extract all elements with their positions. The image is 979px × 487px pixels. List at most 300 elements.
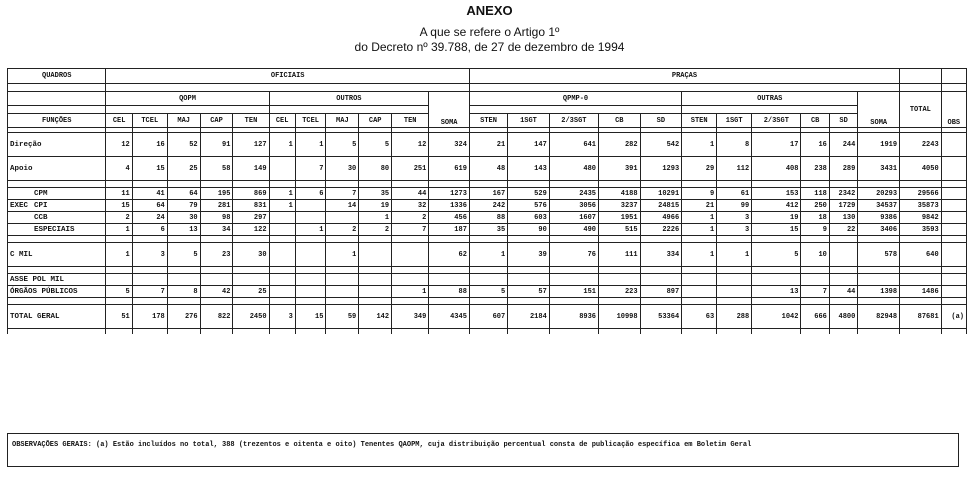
table-cell: 3 — [717, 212, 752, 224]
empty-cell — [8, 236, 106, 243]
outros-header: OUTROS — [269, 92, 429, 106]
table-cell: 15 — [132, 157, 167, 181]
table-cell: 1 — [269, 133, 295, 157]
empty-cell — [200, 298, 233, 305]
table-cell: 3237 — [599, 200, 641, 212]
table-cell: 250 — [801, 200, 829, 212]
table-cell: 127 — [233, 133, 269, 157]
table-row — [8, 133, 967, 157]
empty-cell — [682, 267, 717, 274]
pracas-header: PRAÇAS — [469, 69, 899, 84]
empty-cell — [392, 267, 429, 274]
exec-group-label: EXEC — [10, 201, 29, 210]
table-cell: 64 — [132, 200, 167, 212]
table-cell: 4188 — [599, 188, 641, 200]
column-header: TEN — [392, 114, 429, 128]
soma-header-pracas: SOMA — [858, 92, 900, 128]
empty-cell — [508, 236, 550, 243]
empty-cell — [508, 329, 550, 334]
empty-cell — [269, 236, 295, 243]
row-label-text: Direção — [10, 140, 42, 149]
table-cell: 4966 — [640, 212, 682, 224]
table-cell: 3431 — [858, 157, 900, 181]
table-cell — [640, 274, 682, 286]
table-cell: 15 — [295, 305, 326, 329]
empty-cell — [106, 84, 469, 92]
empty-cell — [599, 181, 641, 188]
table-cell — [941, 224, 966, 236]
empty-cell — [682, 236, 717, 243]
empty-cell — [429, 267, 470, 274]
row-label — [8, 212, 106, 224]
table-cell: 576 — [508, 200, 550, 212]
table-cell — [941, 243, 966, 267]
table-cell — [752, 274, 801, 286]
table-cell: 88 — [469, 212, 507, 224]
row-label — [8, 157, 106, 181]
table-cell — [269, 157, 295, 181]
empty-cell — [900, 84, 942, 92]
empty-cell — [269, 298, 295, 305]
column-header: 1SGT — [508, 114, 550, 128]
table-cell: 349 — [392, 305, 429, 329]
table-cell: 3 — [132, 243, 167, 267]
empty-cell — [233, 236, 269, 243]
table-cell: 3593 — [900, 224, 942, 236]
empty-cell — [167, 267, 200, 274]
table-row — [8, 200, 967, 212]
column-header: STEN — [682, 114, 717, 128]
empty-cell — [858, 329, 900, 334]
empty-cell — [640, 236, 682, 243]
column-header: 2/3SGT — [549, 114, 598, 128]
empty-cell — [106, 267, 132, 274]
empty-cell — [640, 181, 682, 188]
empty-cell — [200, 267, 233, 274]
table-cell: 408 — [752, 157, 801, 181]
empty-cell — [392, 329, 429, 334]
empty-cell — [752, 329, 801, 334]
table-cell: 35 — [359, 188, 392, 200]
empty-cell — [941, 69, 966, 84]
empty-cell — [269, 106, 429, 114]
table-row — [8, 274, 967, 286]
table-cell: 48 — [469, 157, 507, 181]
table-cell: 1919 — [858, 133, 900, 157]
table-cell — [295, 200, 326, 212]
table-cell — [900, 274, 942, 286]
funcoes-header: FUNÇÕES — [8, 114, 106, 128]
empty-cell — [233, 298, 269, 305]
table-cell: 641 — [549, 133, 598, 157]
empty-cell — [900, 236, 942, 243]
table-cell: 41 — [132, 188, 167, 200]
empty-cell — [941, 84, 966, 92]
table-cell: 62 — [429, 243, 470, 267]
column-header: CAP — [359, 114, 392, 128]
table-cell: 112 — [717, 157, 752, 181]
table-cell: 1 — [295, 133, 326, 157]
empty-cell — [599, 267, 641, 274]
empty-cell — [829, 181, 857, 188]
table-cell: 142 — [359, 305, 392, 329]
table-cell: 1 — [682, 224, 717, 236]
table-cell: 52 — [167, 133, 200, 157]
table-cell — [717, 274, 752, 286]
table-cell: 1293 — [640, 157, 682, 181]
table-cell: 87681 — [900, 305, 942, 329]
table-cell: 80 — [359, 157, 392, 181]
empty-cell — [752, 236, 801, 243]
table-cell — [359, 243, 392, 267]
table-cell: 7 — [132, 286, 167, 298]
table-cell: 21 — [682, 200, 717, 212]
table-cell: 5 — [106, 286, 132, 298]
table-cell: 288 — [717, 305, 752, 329]
row-label — [8, 188, 106, 200]
table-cell: 79 — [167, 200, 200, 212]
empty-cell — [858, 267, 900, 274]
table-cell: 35873 — [900, 200, 942, 212]
table-cell — [132, 274, 167, 286]
table-cell: 1 — [359, 212, 392, 224]
empty-cell — [508, 181, 550, 188]
empty-cell — [392, 298, 429, 305]
empty-cell — [469, 236, 507, 243]
column-header: TCEL — [295, 114, 326, 128]
table-cell: 412 — [752, 200, 801, 212]
table-cell: 607 — [469, 305, 507, 329]
column-header: 1SGT — [717, 114, 752, 128]
empty-cell — [269, 267, 295, 274]
table-cell — [829, 274, 857, 286]
table-row — [8, 286, 967, 298]
empty-cell — [599, 236, 641, 243]
empty-cell — [295, 267, 326, 274]
table-cell: 3 — [269, 305, 295, 329]
row-label-text: ÓRGÃOS PÚBLICOS — [10, 287, 78, 296]
table-row — [8, 212, 967, 224]
table-cell: 7 — [326, 188, 359, 200]
row-label-text: TOTAL GERAL — [10, 312, 60, 321]
table-cell: 29 — [682, 157, 717, 181]
empty-cell — [829, 329, 857, 334]
table-cell: 10291 — [640, 188, 682, 200]
table-cell: 17 — [752, 133, 801, 157]
table-cell: 1729 — [829, 200, 857, 212]
table-cell: 1 — [717, 243, 752, 267]
empty-cell — [8, 267, 106, 274]
empty-cell — [233, 329, 269, 334]
table-cell: 2 — [359, 224, 392, 236]
table-cell: 1951 — [599, 212, 641, 224]
table-cell: 334 — [640, 243, 682, 267]
table-cell — [599, 274, 641, 286]
empty-cell — [549, 298, 598, 305]
table-cell: 2184 — [508, 305, 550, 329]
table-cell: 831 — [233, 200, 269, 212]
document-title: ANEXO — [466, 3, 513, 18]
table-cell: 51 — [106, 305, 132, 329]
table-cell — [269, 224, 295, 236]
table-cell: 1273 — [429, 188, 470, 200]
table-cell: 64 — [167, 188, 200, 200]
table-cell — [359, 286, 392, 298]
table-cell: 6 — [132, 224, 167, 236]
table-cell — [269, 212, 295, 224]
table-cell — [326, 212, 359, 224]
table-cell — [359, 274, 392, 286]
column-header: CEL — [269, 114, 295, 128]
column-header: MAJ — [326, 114, 359, 128]
table-cell: 111 — [599, 243, 641, 267]
table-cell: 14 — [326, 200, 359, 212]
soma-header-oficiais: SOMA — [429, 92, 470, 128]
table-cell: 9842 — [900, 212, 942, 224]
table-cell — [941, 286, 966, 298]
table-cell: 187 — [429, 224, 470, 236]
row-label-text: ASSE POL MIL — [10, 275, 65, 284]
empty-cell — [233, 181, 269, 188]
table-cell — [941, 133, 966, 157]
empty-cell — [106, 329, 132, 334]
quadros-header: QUADROS — [8, 69, 106, 84]
empty-cell — [900, 181, 942, 188]
empty-cell — [200, 329, 233, 334]
empty-cell — [200, 181, 233, 188]
table-cell — [941, 212, 966, 224]
table-cell: 2450 — [233, 305, 269, 329]
table-cell: 251 — [392, 157, 429, 181]
empty-cell — [469, 298, 507, 305]
table-cell — [941, 274, 966, 286]
empty-cell — [132, 181, 167, 188]
empty-cell — [359, 329, 392, 334]
empty-cell — [326, 181, 359, 188]
table-cell: 29566 — [900, 188, 942, 200]
row-label — [8, 286, 106, 298]
empty-cell — [269, 181, 295, 188]
table-cell: 16 — [132, 133, 167, 157]
table-cell: 7 — [295, 157, 326, 181]
table-cell: 391 — [599, 157, 641, 181]
table-cell: 13 — [752, 286, 801, 298]
table-cell: 167 — [469, 188, 507, 200]
empty-cell — [941, 267, 966, 274]
table-cell — [233, 274, 269, 286]
table-body — [8, 69, 967, 334]
table-cell: 1 — [682, 243, 717, 267]
empty-cell — [682, 329, 717, 334]
table-cell: 1 — [682, 212, 717, 224]
empty-cell — [640, 329, 682, 334]
table-cell: 2342 — [829, 188, 857, 200]
table-cell: 2 — [392, 212, 429, 224]
empty-cell — [8, 84, 106, 92]
table-cell: 25 — [233, 286, 269, 298]
table-cell: 143 — [508, 157, 550, 181]
table-cell — [429, 274, 470, 286]
empty-cell — [269, 329, 295, 334]
table-cell: 223 — [599, 286, 641, 298]
table-cell: 24 — [132, 212, 167, 224]
empty-cell — [801, 329, 829, 334]
table-cell: 118 — [801, 188, 829, 200]
empty-cell — [167, 181, 200, 188]
empty-cell — [132, 329, 167, 334]
table-cell — [717, 286, 752, 298]
table-cell — [269, 286, 295, 298]
table-cell — [682, 286, 717, 298]
table-cell: 9 — [801, 224, 829, 236]
empty-cell — [640, 298, 682, 305]
table-cell: 34537 — [858, 200, 900, 212]
row-label-text: CCB — [34, 213, 48, 222]
table-cell — [326, 274, 359, 286]
table-cell: 1336 — [429, 200, 470, 212]
table-cell: 149 — [233, 157, 269, 181]
empty-cell — [295, 181, 326, 188]
table-cell: 1 — [269, 188, 295, 200]
empty-cell — [359, 181, 392, 188]
table-cell: 2435 — [549, 188, 598, 200]
table-cell: 122 — [233, 224, 269, 236]
table-cell: 18 — [801, 212, 829, 224]
empty-cell — [132, 236, 167, 243]
column-header: 2/3SGT — [752, 114, 801, 128]
table-cell: 15 — [106, 200, 132, 212]
row-label-text: Apoio — [10, 164, 33, 173]
table-cell: 822 — [200, 305, 233, 329]
empty-cell — [941, 329, 966, 334]
table-cell: 276 — [167, 305, 200, 329]
table-cell: 456 — [429, 212, 470, 224]
general-notes: OBSERVAÇÕES GERAIS: (a) Estão incluídos no total, 388 (trezentos e oitenta e oito) Tenentes QAOPM, cuja distribuição percentual consta de publicação específica em Boletim Geral — [7, 433, 959, 467]
table-row — [8, 305, 967, 329]
table-cell: 42 — [200, 286, 233, 298]
empty-cell — [429, 298, 470, 305]
table-cell: 30 — [326, 157, 359, 181]
empty-cell — [549, 236, 598, 243]
table-cell: 7 — [801, 286, 829, 298]
empty-cell — [599, 329, 641, 334]
row-label-text: C MIL — [10, 250, 33, 259]
table-cell: 11 — [106, 188, 132, 200]
table-cell: 151 — [549, 286, 598, 298]
empty-cell — [167, 329, 200, 334]
table-cell: 1486 — [900, 286, 942, 298]
table-cell: 82948 — [858, 305, 900, 329]
table-cell: 640 — [900, 243, 942, 267]
row-label-text: CPI — [34, 201, 48, 210]
empty-cell — [359, 236, 392, 243]
empty-cell — [752, 298, 801, 305]
column-header: SD — [829, 114, 857, 128]
table-cell: 76 — [549, 243, 598, 267]
table-row — [8, 224, 967, 236]
table-cell: 23 — [200, 243, 233, 267]
column-header: CAP — [200, 114, 233, 128]
table-cell: 8 — [167, 286, 200, 298]
empty-cell — [8, 298, 106, 305]
table-cell: 10 — [801, 243, 829, 267]
empty-cell — [682, 106, 858, 114]
table-cell: 5 — [359, 133, 392, 157]
empty-cell — [752, 181, 801, 188]
table-cell — [295, 286, 326, 298]
table-cell: 542 — [640, 133, 682, 157]
table-cell — [392, 243, 429, 267]
table-cell: 9 — [682, 188, 717, 200]
table-cell: 88 — [429, 286, 470, 298]
empty-cell — [508, 298, 550, 305]
table-cell: 897 — [640, 286, 682, 298]
table-cell: 666 — [801, 305, 829, 329]
table-cell — [941, 188, 966, 200]
empty-cell — [829, 267, 857, 274]
oficiais-header: OFICIAIS — [106, 69, 469, 84]
empty-cell — [717, 181, 752, 188]
row-label — [8, 274, 106, 286]
table-cell: 57 — [508, 286, 550, 298]
empty-cell — [200, 236, 233, 243]
table-cell: (a) — [941, 305, 966, 329]
table-cell — [295, 243, 326, 267]
table-cell: 2226 — [640, 224, 682, 236]
table-cell: 7 — [392, 224, 429, 236]
table-cell: 1 — [295, 224, 326, 236]
table-row — [8, 157, 967, 181]
table-cell: 30 — [167, 212, 200, 224]
empty-cell — [900, 329, 942, 334]
table-cell: 12 — [392, 133, 429, 157]
table-cell: 4345 — [429, 305, 470, 329]
empty-cell — [392, 181, 429, 188]
table-cell — [829, 243, 857, 267]
table-cell — [200, 274, 233, 286]
document-subtitle-1: A que se refere o Artigo 1º — [419, 25, 560, 39]
column-header: STEN — [469, 114, 507, 128]
empty-cell — [801, 298, 829, 305]
table-cell: 1 — [326, 243, 359, 267]
empty-cell — [941, 298, 966, 305]
table-cell: 19 — [752, 212, 801, 224]
empty-cell — [429, 236, 470, 243]
table-cell — [941, 157, 966, 181]
empty-cell — [8, 106, 106, 114]
empty-cell — [858, 181, 900, 188]
table-cell: 32 — [392, 200, 429, 212]
table-cell: 1 — [392, 286, 429, 298]
table-cell: 58 — [200, 157, 233, 181]
table-cell — [269, 274, 295, 286]
empty-cell — [132, 298, 167, 305]
table-cell: 1 — [269, 200, 295, 212]
table-cell: 5 — [167, 243, 200, 267]
empty-cell — [941, 181, 966, 188]
table-cell: 90 — [508, 224, 550, 236]
table-cell: 22 — [829, 224, 857, 236]
empty-cell — [469, 84, 899, 92]
table-cell: 53364 — [640, 305, 682, 329]
empty-cell — [429, 181, 470, 188]
table-cell: 39 — [508, 243, 550, 267]
empty-cell — [717, 298, 752, 305]
empty-cell — [717, 329, 752, 334]
table-cell: 2 — [106, 212, 132, 224]
empty-cell — [392, 236, 429, 243]
table-cell: 195 — [200, 188, 233, 200]
